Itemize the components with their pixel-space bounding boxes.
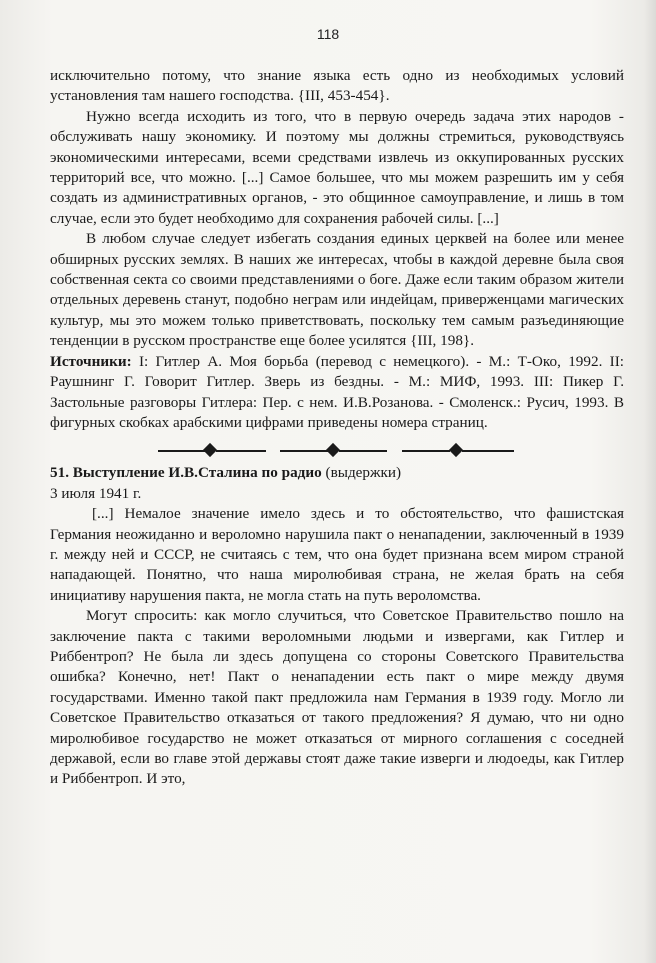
speech-paragraph: [...] Немалое значение имело здесь и то обстоятельство, что фашистская Германия неожиданно и вероломно нарушила пакт о ненападении, заключенный в 1939 г. между ней и СССР, не считаясь с тем, что она будет признана всем миром страной нападающей. Понятно, что наша миролюбивая страна, не желая брать на себя инициативу нарушения пакта, не могла стать на путь вероломства.: [50, 505, 624, 604]
speech-date: 3 июля 1941 г.: [50, 484, 142, 502]
paragraph: Нужно всегда исходить из того, что в первую очередь задача этих народов - обслуживать нашу экономику. И поэтому мы должны стремиться, руководствуясь экономическими интересами, всеми средствами извлечь из оккупированных русских территорий все, что можно. [...] Самое большее, что мы можем разрешить им у себя создать из административных органов, - это общинное самоуправление, и лишь в том случае, если это будет необходимо для сохранения рабочей силы. [...]: [50, 107, 624, 227]
speech-paragraph: Могут спросить: как могло случиться, что Советское Правительство пошло на заключение пакта с такими вероломными людьми и извергами, как Гитлер и Риббентроп? Не была ли здесь допущена со стороны Советского Правительства ошибка? Конечно, нет! Пакт о ненападении есть пакт о мире между двумя государствами. Именно такой пакт предложила нам Германия в 1939 году. Могло ли Советское Правительство отказаться от такого предложения? Я думаю, что ни одно миролюбивое государство не может отказаться от мирного соглашения с соседней державой, если во главе этой державы стоят даже такие изверги и людоеды, как Гитлер и Риббентроп. И это,: [50, 607, 624, 788]
separator-line: [216, 450, 266, 452]
page-number: 118: [316, 26, 340, 42]
section-title: 51. Выступление И.В.Сталина по радио: [50, 464, 322, 482]
separator-line: [402, 450, 450, 452]
section-subtitle: (выдержки): [321, 464, 402, 482]
paragraph: В любом случае следует избегать создания единых церквей на более или менее обширных русских землях. В наших же интересах, чтобы в каждой деревне была своя собственная секта со своими представлениями о боге. Даже если таким образом жители отдельных деревень станут, подобно неграм или индейцам, приверженцами магических культур, мы это можем только приветствовать, поскольку тем самым разъединяющие тенденции в русском пространстве еще более усилятся {III, 198}.: [50, 230, 624, 350]
separator-line: [280, 450, 328, 452]
separator-line: [339, 450, 387, 452]
separator-diamond: [326, 443, 340, 457]
paragraph-continuation: исключительно потому, что знание языка есть одно из необходимых условий установления там нашего господства. {III, 453-454}.: [50, 67, 624, 105]
separator-line: [158, 450, 206, 452]
separator-line: [462, 450, 514, 452]
separator-diamond: [449, 443, 463, 457]
sources-text: I: Гитлер А. Моя борьба (перевод с немецкого). - М.: Т-Око, 1992. II: Раушнинг Г. Говорит Гитлер. Зверь из бездны. - М.: МИФ, 1993. III: Пикер Г. Застольные разговоры Гитлера: Пер. с нем. И.В.Розанова. - Смоленск.: Русич, 1993. В фигурных скобках арабскими цифрами приведены номера страниц.: [50, 352, 624, 431]
sources-label: Источники:: [50, 352, 132, 370]
sources-note: [50, 352, 624, 434]
section-heading: [50, 463, 624, 483]
page-content: [50, 66, 624, 790]
section-separator: [50, 441, 624, 461]
separator-diamond: [203, 443, 217, 457]
page-edge-shadow: [644, 0, 656, 963]
